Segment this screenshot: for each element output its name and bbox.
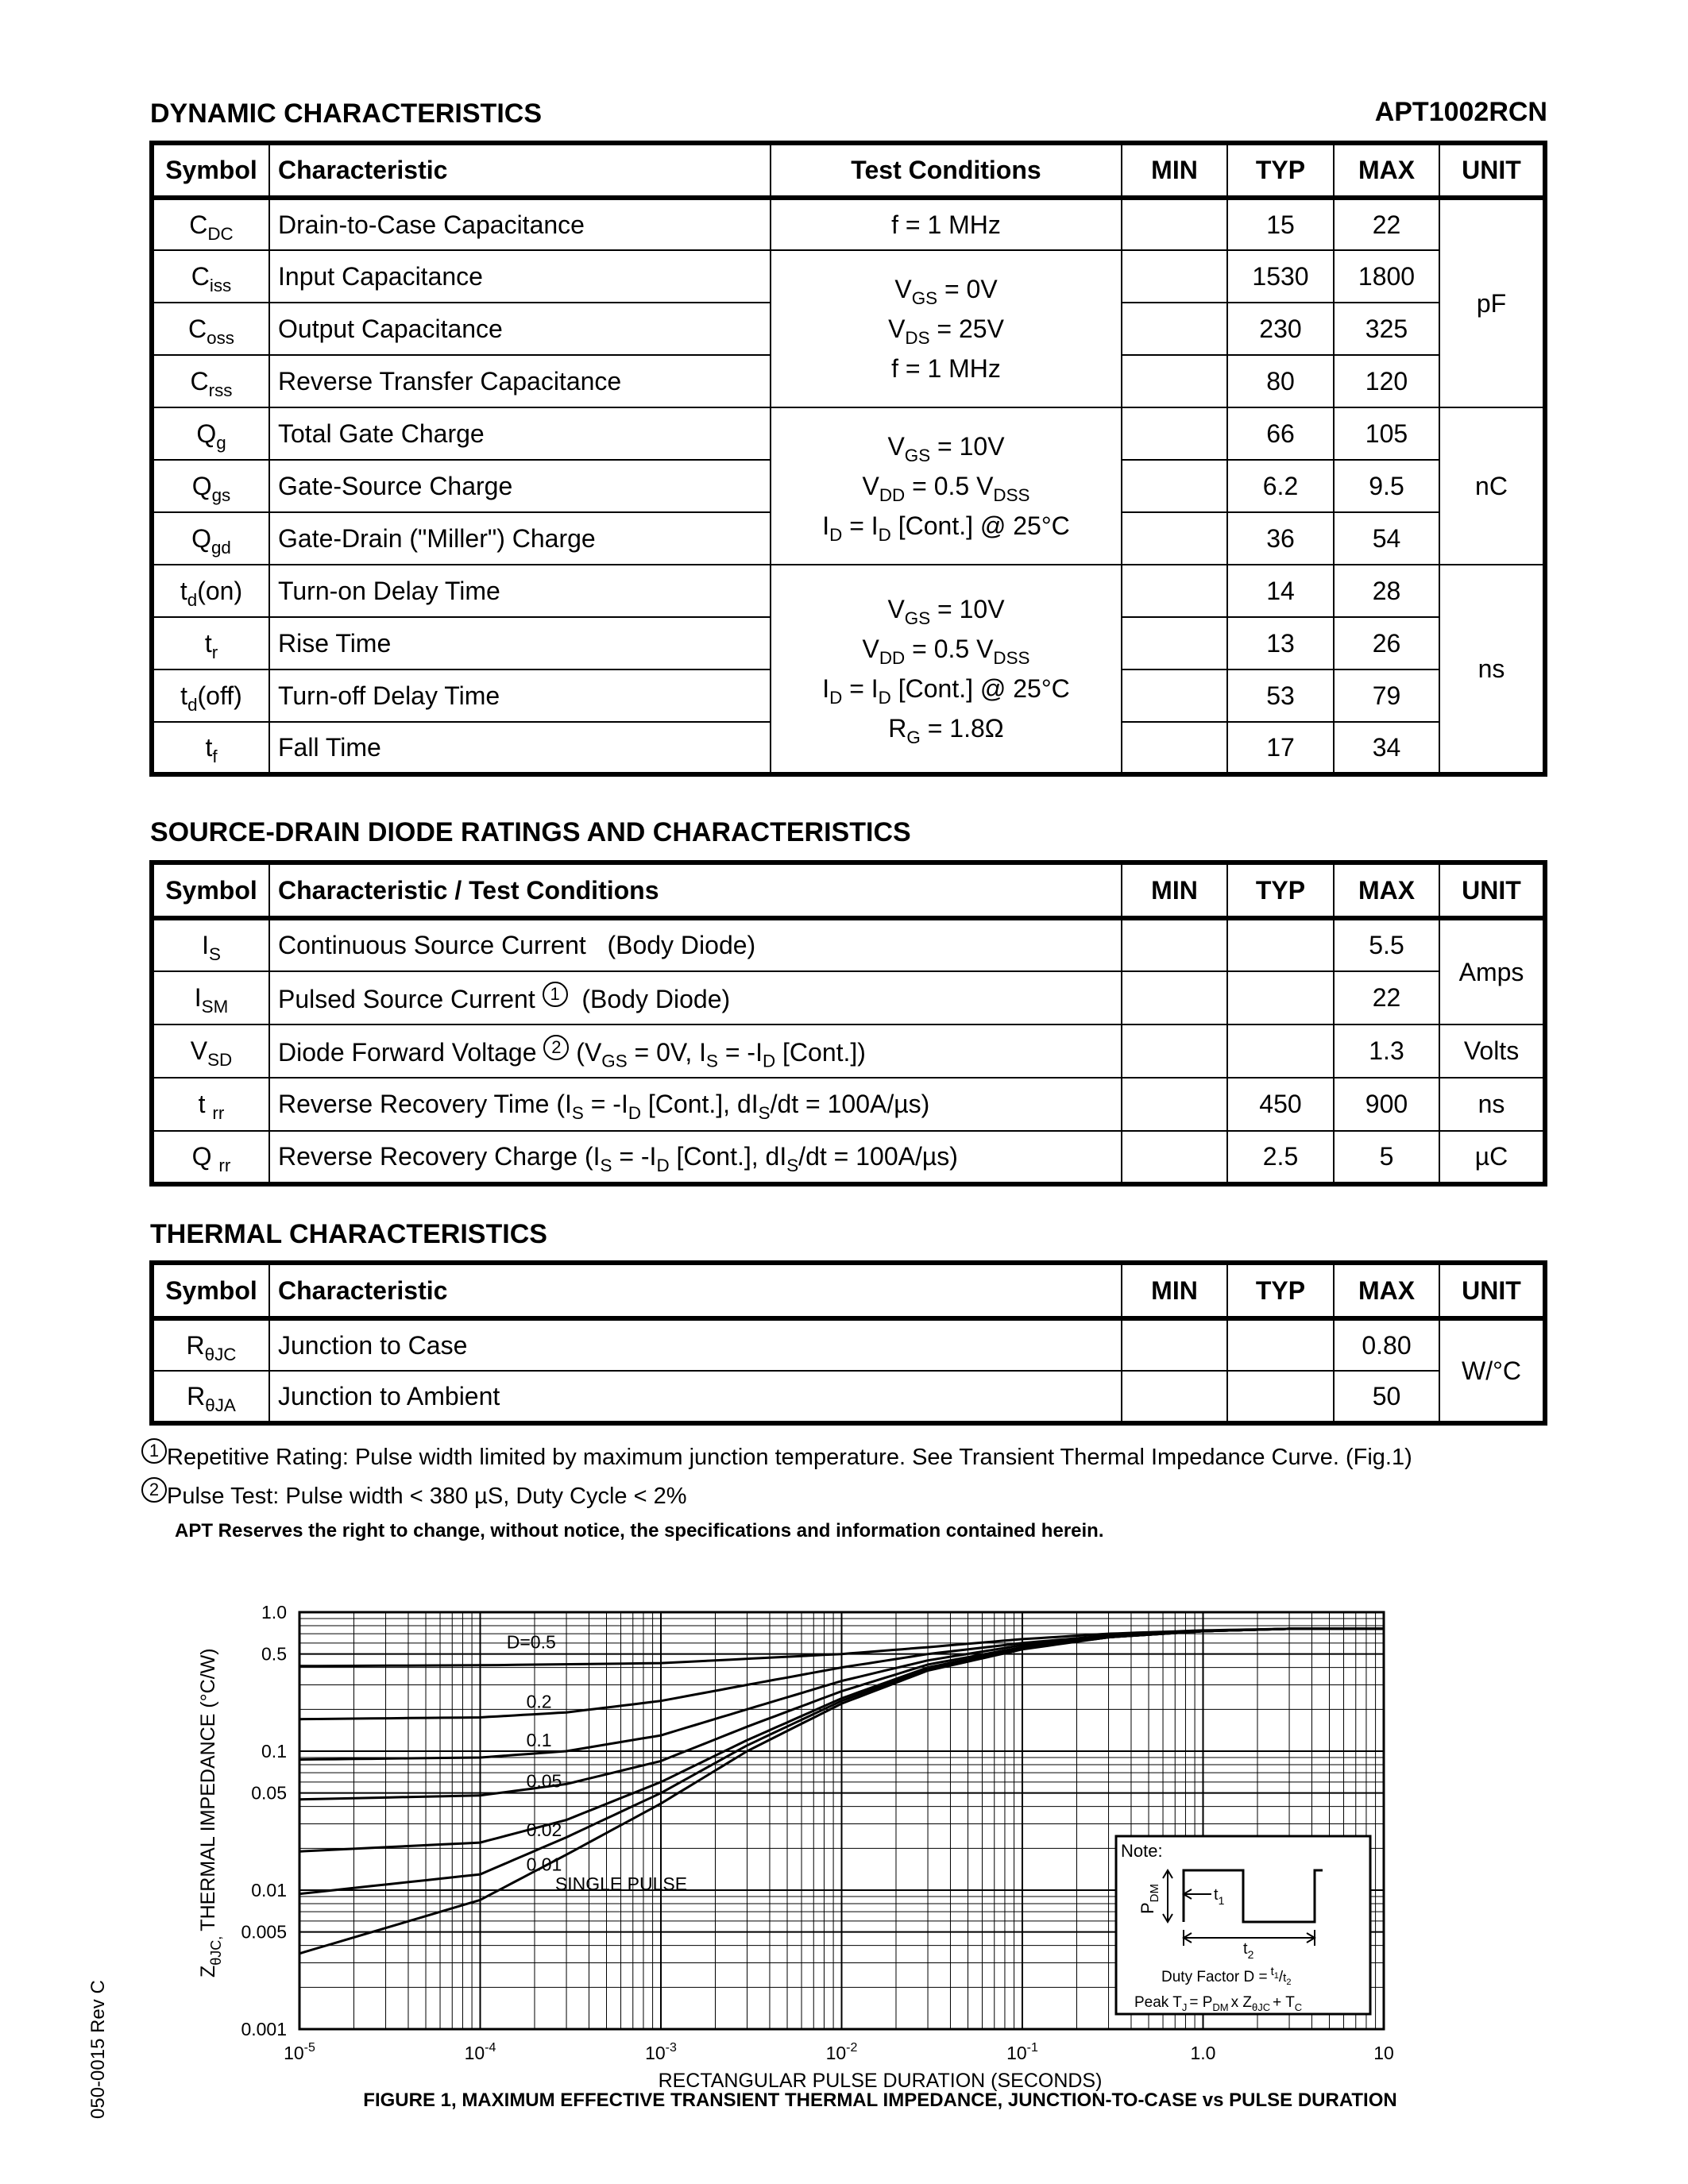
max-cell: 1.3 [1334,1024,1439,1078]
part-number: APT1002RCN [1374,97,1547,127]
duty-factor-formula: Duty Factor $D = ^t_1/t_2$ [1161,1965,1292,1987]
symbol-cell: $V_{SD}$ [152,1024,269,1078]
characteristic-cell: Reverse Recovery Charge ($I_S = -I_D$ [Cont.], $dI_S/dt = 100A/\mu s$) [269,1131,1122,1184]
header-typ: TYP [1227,862,1334,918]
characteristic-cell: Output Capacitance [269,303,771,355]
header-max: MAX [1334,862,1439,918]
symbol-cell: $t_d(on)$ [152,565,269,617]
characteristic-cell: Gate-Drain ("Miller") Charge [269,512,771,565]
x-axis-label: RECTANGULAR PULSE DURATION (SECONDS) [658,2070,1103,2092]
header-unit: UNIT [1439,1263,1545,1318]
symbol-cell: $C_{rss}$ [152,355,269,407]
unit-cell: ns [1439,565,1545,774]
typ-cell: 1530 [1227,250,1334,303]
symbol-cell: $t_d(off)$ [152,669,269,722]
typ-cell: 230 [1227,303,1334,355]
typ-cell: 13 [1227,617,1334,669]
max-cell: 28 [1334,565,1439,617]
x-tick-label: $10^{-3}$ [645,2041,677,2063]
y-tick-label: 0.01 [251,1880,287,1900]
characteristic-cell: Turn-on Delay Time [269,565,771,617]
max-cell: 5 [1334,1131,1439,1184]
symbol-cell: t $_{rr}$ [152,1078,269,1131]
pdm-label: $P_{DM}$ [1138,1883,1161,1914]
y-axis-label: $Z_{\theta JC,}THERMAL$ IMPEDANCE (°C/W) [197,1648,224,1978]
x-tick-label: 1.0 [1190,2043,1216,2063]
footnote-marker-2: 2 [141,1477,167,1503]
footnote-1: 1 Repetitive Rating: Pulse width limited by maximum junction temperature. See Transient Thermal Impedance Curve. (Fig.1) [141,1438,1412,1471]
y-tick-label: 0.001 [241,2019,287,2039]
typ-cell: 15 [1227,198,1334,250]
x-tick-label: $10^{-2}$ [825,2041,858,2063]
max-cell: 26 [1334,617,1439,669]
x-tick-label: $10^{-5}$ [284,2041,315,2063]
symbol-cell: $R_{\theta JC}$ [152,1318,269,1371]
footnote-2: 2 Pulse Test: Pulse width < 380 µS, Duty Cycle < 2% [141,1477,687,1510]
series-label: 0.02 [526,1819,562,1840]
symbol-cell: $C_{DC}$ [152,198,269,250]
characteristic-cell: Turn-off Delay Time [269,669,771,722]
series-label: SINGLE PULSE [554,1873,688,1894]
series-label: 0.05 [526,1770,562,1792]
max-cell: 22 [1334,971,1439,1024]
footnote-marker-1: 1 [543,982,568,1007]
header-symbol: Symbol [152,143,269,198]
max-cell: 54 [1334,512,1439,565]
symbol-cell: $R_{\theta JA}$ [152,1371,269,1423]
typ-cell: 80 [1227,355,1334,407]
test-condition-cell: f = 1 MHz [771,198,1122,250]
characteristic-cell: Pulsed Source Current 1 (Body Diode) [269,971,1122,1024]
header-characteristic: Characteristic [269,143,771,198]
source-drain-section-title: SOURCE-DRAIN DIODE RATINGS AND CHARACTERISTICS [150,817,911,847]
unit-cell: Amps [1439,918,1545,1024]
max-cell: 34 [1334,722,1439,774]
y-tick-label: 1.0 [261,1602,287,1623]
figure-title: FIGURE 1, MAXIMUM EFFECTIVE TRANSIENT THERMAL IMPEDANCE, JUNCTION-TO-CASE vs PULSE DURATION [363,2089,1397,2111]
unit-cell: µC [1439,1131,1545,1184]
y-tick-labels [241,1602,287,2039]
symbol-cell: $I_{SM}$ [152,971,269,1024]
typ-cell: 53 [1227,669,1334,722]
max-cell: 79 [1334,669,1439,722]
test-condition-cell: $V_{GS} = 10V$ $V_{DD} = 0.5$ $V_{DSS}$ $I_D = I_D$ [Cont.] @ 25°C $R_G = 1.8\Omega$ [771,565,1122,774]
characteristic-cell: Junction to Ambient [269,1371,1122,1423]
header-characteristic: Characteristic / Test Conditions [269,862,1122,918]
typ-cell: 36 [1227,512,1334,565]
unit-cell: W/°C [1439,1318,1545,1423]
characteristic-cell: Reverse Transfer Capacitance [269,355,771,407]
max-cell: 1800 [1334,250,1439,303]
symbol-cell: $t_r$ [152,617,269,669]
header-symbol: Symbol [152,862,269,918]
unit-cell: Volts [1439,1024,1545,1078]
header-min: MIN [1122,862,1227,918]
symbol-cell: $Q_{gd}$ [152,512,269,565]
characteristic-cell: Reverse Recovery Time ($I_S = -I_D$ [Cont.], $dI_S/dt = 100A/\mu s$) [269,1078,1122,1131]
note-title: Note: [1121,1841,1163,1861]
note-frame [1116,1836,1370,2014]
header-typ: TYP [1227,1263,1334,1318]
characteristic-cell: Junction to Case [269,1318,1122,1371]
dynamic-section-title: DYNAMIC CHARACTERISTICS [150,98,542,129]
thermal-section-title: THERMAL CHARACTERISTICS [150,1219,547,1249]
characteristic-cell: Input Capacitance [269,250,771,303]
symbol-cell: $I_S$ [152,918,269,971]
footnote-marker-2: 2 [543,1035,569,1060]
test-condition-cell: $V_{GS} = 10V$ $V_{DD} = 0.5$ $V_{DSS}$ $I_D = I_D$ [Cont.] @ 25°C [771,407,1122,565]
characteristic-cell: Fall Time [269,722,771,774]
header-characteristic: Characteristic [269,1263,1122,1318]
x-tick-labels [284,2041,1394,2063]
x-tick-label: $10^{-1}$ [1006,2041,1038,2063]
max-cell: 900 [1334,1078,1439,1131]
typ-cell: 6.2 [1227,460,1334,512]
series-label: 0.2 [526,1691,552,1712]
header-max: MAX [1334,1263,1439,1318]
characteristic-cell: Drain-to-Case Capacitance [269,198,771,250]
max-cell: 325 [1334,303,1439,355]
characteristic-cell: Gate-Source Charge [269,460,771,512]
doc-number: 050-0015 Rev C [87,1980,109,2119]
typ-cell: 17 [1227,722,1334,774]
characteristic-cell: Rise Time [269,617,771,669]
y-tick-label: 0.1 [261,1741,287,1761]
characteristic-cell: Diode Forward Voltage 2 ($V_{GS} = 0V$, $I_S = -I_D$ [Cont.]) [269,1024,1122,1078]
y-tick-label: 0.05 [251,1782,287,1804]
max-cell: 0.80 [1334,1318,1439,1371]
header-unit: UNIT [1439,143,1545,198]
header-min: MIN [1122,143,1227,198]
series-label: 0.1 [526,1730,552,1751]
max-cell: 50 [1334,1371,1439,1423]
header-typ: TYP [1227,143,1334,198]
series-label: D=0.5 [506,1631,556,1653]
y-tick-label: 0.5 [261,1643,287,1665]
max-cell: 9.5 [1334,460,1439,512]
unit-cell: ns [1439,1078,1545,1131]
header-test-conditions: Test Conditions [771,143,1122,198]
symbol-cell: Q $_{rr}$ [152,1131,269,1184]
unit-cell: nC [1439,407,1545,565]
t2-label: $t_2$ [1243,1940,1254,1961]
max-cell: 22 [1334,198,1439,250]
x-tick-label: $10^{-4}$ [464,2041,496,2063]
peak-tj-formula: Peak $T_J = P_{DM}$ x $Z_{\theta JC} + T_C$ [1134,1994,1303,2013]
footnote-marker-1: 1 [141,1438,167,1464]
symbol-cell: $t_f$ [152,722,269,774]
x-tick-label: 10 [1373,2043,1394,2063]
series-labels [507,1631,687,1894]
reserve-notice: APT Reserves the right to change, without notice, the specifications and information contained herein. [175,1520,1104,1542]
header-unit: UNIT [1439,862,1545,918]
characteristic-cell: Total Gate Charge [269,407,771,460]
typ-cell: 66 [1227,407,1334,460]
max-cell: 120 [1334,355,1439,407]
symbol-cell: $C_{iss}$ [152,250,269,303]
t1-label: $t_1$ [1214,1886,1225,1907]
symbol-cell: $C_{oss}$ [152,303,269,355]
test-condition-cell: $V_{GS} = 0V$ $V_{DS} = 25V$ f = 1 MHz [771,250,1122,407]
header-min: MIN [1122,1263,1227,1318]
unit-cell: pF [1439,198,1545,407]
series-label: 0.01 [526,1854,562,1875]
max-cell: 105 [1334,407,1439,460]
symbol-cell: $Q_{gs}$ [152,460,269,512]
typ-cell: 14 [1227,565,1334,617]
max-cell: 5.5 [1334,918,1439,971]
note-box [1116,1836,1370,2014]
y-tick-label: 0.005 [241,1921,287,1943]
header-symbol: Symbol [152,1263,269,1318]
characteristic-cell: Continuous Source Current (Body Diode) [269,918,1122,971]
typ-cell: 450 [1227,1078,1334,1131]
header-max: MAX [1334,143,1439,198]
typ-cell: 2.5 [1227,1131,1334,1184]
symbol-cell: $Q_g$ [152,407,269,460]
